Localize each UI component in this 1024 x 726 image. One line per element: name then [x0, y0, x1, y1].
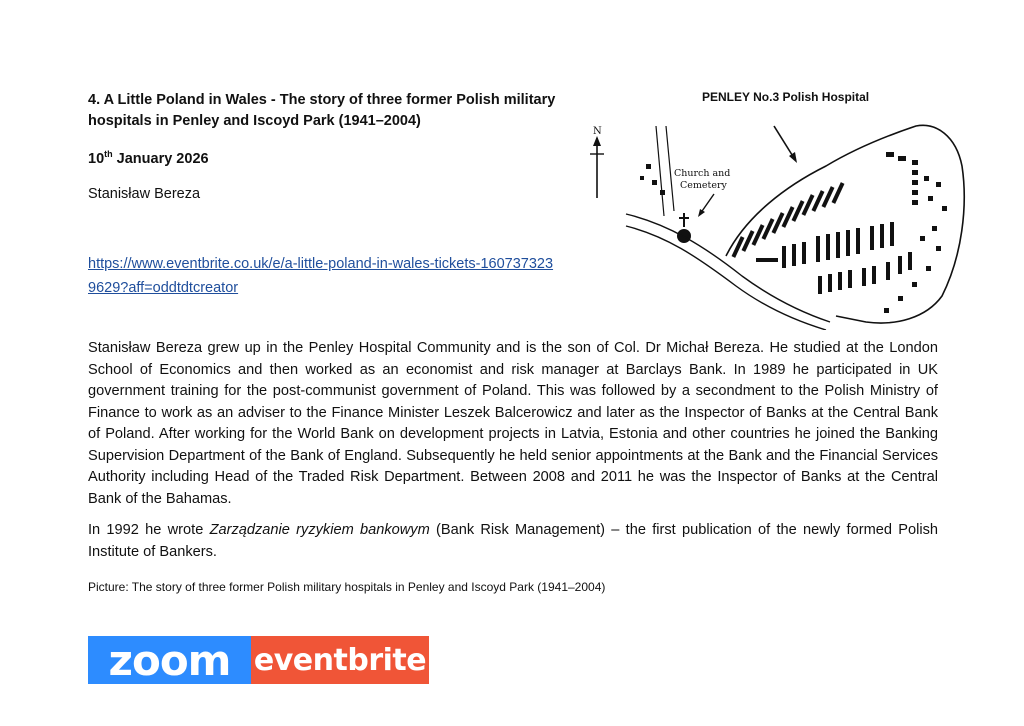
speaker-name: Stanisław Bereza [88, 186, 201, 202]
event-date [88, 149, 209, 167]
date-rest: January 2026 [112, 150, 209, 167]
event-title: 4. A Little Poland in Wales - The story of three former Polish military hospitals in Penley and Iscoyd Park (1941–2004) [88, 92, 556, 129]
eventbrite-logo: eventbrite [251, 636, 429, 684]
speaker-biography: Stanisław Bereza grew up in the Penley Hospital Community and is the son of Col. Dr Michał Bereza. He studied at the London School of Economics and then worked as an economist and risk manager at Barclays Bank. In 1989 he participated in UK government training for the post-communist government of Poland. This was followed by a secondment to the Polish Ministry of Finance to work as an adviser to the Finance Minister Leszek Balcerowicz and later as the Inspector of Banks at the Central Bank of Poland. After working for the World Bank on development projects in Latvia, Estonia and other countries he joined the Banking Supervision Department of the Bank of England. Subsequently he held senior appointments at the Bank and the Financial Services Authority including Head of the Traded Risk Department. Between 2008 and 2011 he was the Inspector of Banks at the Central Bank of the Bahamas. [88, 340, 938, 507]
date-day: 10 [88, 150, 105, 167]
church-label-line2: Cemetery [680, 180, 727, 191]
pub-text-before: In 1992 he wrote [88, 522, 210, 538]
publication-title: Zarządzanie ryzykiem bankowym [209, 522, 430, 538]
date-suffix: th [104, 149, 113, 159]
publication-paragraph [88, 520, 938, 563]
north-arrow-icon [590, 126, 604, 198]
north-label: N [593, 126, 602, 137]
logo-row [88, 636, 429, 684]
zoom-logo: zoom [88, 636, 251, 684]
picture-caption: Picture: The story of three former Polish military hospitals in Penley and Iscoyd Park (1941–2004) [88, 580, 606, 594]
event-link[interactable]: https://www.eventbrite.co.uk/e/a-little-poland-in-wales-tickets-1607373239629?aff=oddtdtcreator [88, 256, 554, 296]
pub-text-after: (Bank Risk Management) – the first publication of the newly formed Polish Institute of Bankers. [88, 522, 938, 560]
church-icon [677, 213, 691, 243]
map-title: PENLEY No.3 Polish Hospital [702, 90, 870, 104]
church-label-line1: Church and [674, 168, 731, 179]
hospital-map [586, 86, 976, 330]
